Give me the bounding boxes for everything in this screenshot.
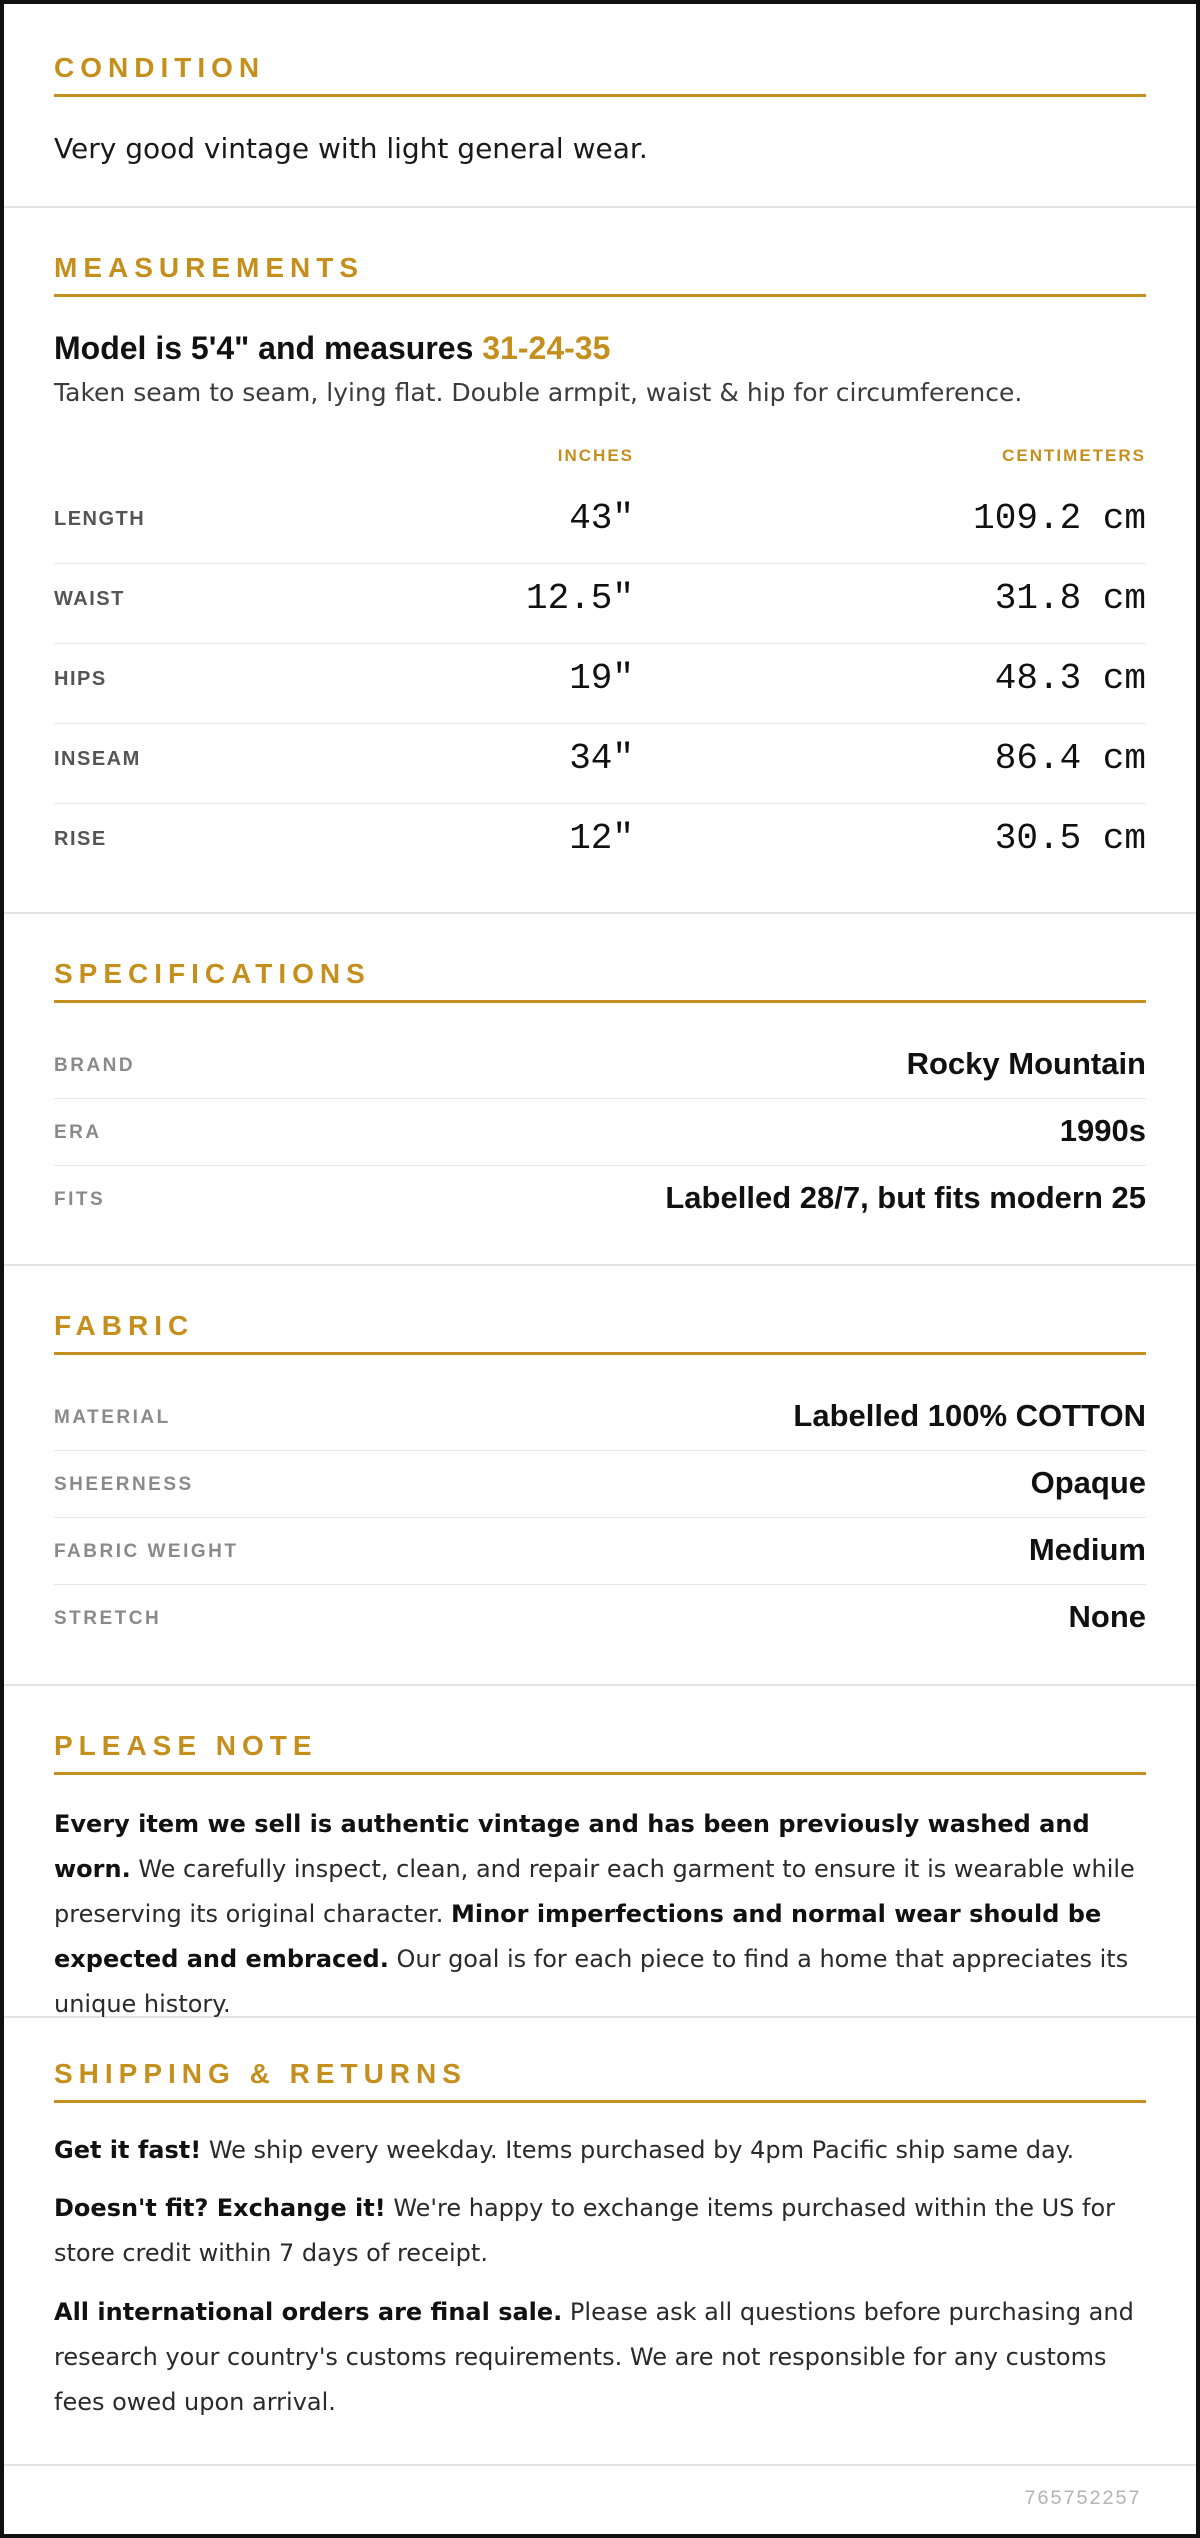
condition-heading: CONDITION xyxy=(54,52,1146,97)
please-note-section xyxy=(4,1686,1196,2018)
specifications-heading: SPECIFICATIONS xyxy=(54,958,1146,1003)
spec-label: BRAND xyxy=(54,1055,136,1076)
fabric-label: MATERIAL xyxy=(54,1407,171,1428)
shipping-section xyxy=(4,2018,1196,2466)
shipping-paragraph-international xyxy=(54,2290,1146,2425)
measurement-inches: 43" xyxy=(569,498,634,539)
fabric-value: Opaque xyxy=(1030,1465,1146,1500)
fabric-row-sheerness xyxy=(54,1451,1146,1518)
shipping-bold-international: All international orders are final sale. xyxy=(54,2298,563,2326)
measurements-section xyxy=(4,208,1196,914)
measurement-label: INSEAM xyxy=(54,748,141,770)
model-info-prefix: Model is 5'4" and measures xyxy=(54,330,483,366)
fabric-row-material xyxy=(54,1384,1146,1451)
fabric-label: STRETCH xyxy=(54,1608,162,1629)
measurement-centimeters: 30.5 cm xyxy=(994,818,1146,859)
fabric-heading: FABRIC xyxy=(54,1310,1146,1355)
shipping-bold-exchange: Doesn't fit? Exchange it! xyxy=(54,2194,386,2222)
fabric-value: None xyxy=(1068,1599,1146,1634)
measurement-inches: 19" xyxy=(569,658,634,699)
condition-text: Very good vintage with light general wear. xyxy=(54,132,648,165)
fabric-section xyxy=(4,1266,1196,1686)
note-bold-imperfections: Minor imperfections and normal wear should be expected and embraced. xyxy=(54,1900,1102,1973)
shipping-bold-fast: Get it fast! xyxy=(54,2136,202,2164)
condition-section xyxy=(4,4,1196,208)
model-info xyxy=(54,330,610,367)
column-header-inches: INCHES xyxy=(557,446,634,465)
measurement-label: HIPS xyxy=(54,668,107,690)
measurement-inches: 12" xyxy=(569,818,634,859)
measurement-row xyxy=(54,484,1146,564)
note-text-goal: Our goal is for each piece to find a home that appreciates its unique history. xyxy=(54,1945,1129,2018)
spec-value: 1990s xyxy=(1059,1113,1146,1148)
column-header-centimeters: CENTIMETERS xyxy=(1002,446,1146,465)
measurement-centimeters: 48.3 cm xyxy=(994,658,1146,699)
measurement-label: WAIST xyxy=(54,588,125,610)
measurement-row xyxy=(54,724,1146,804)
measurement-centimeters: 109.2 cm xyxy=(973,498,1146,539)
fabric-value: Medium xyxy=(1028,1532,1146,1567)
spec-label: ERA xyxy=(54,1122,102,1143)
spec-row-era xyxy=(54,1099,1146,1166)
measurement-centimeters: 31.8 cm xyxy=(994,578,1146,619)
shipping-text-international: Please ask all questions before purchasing and research your country's customs requirements. We are not responsible for any customs fees owed upon arrival. xyxy=(54,2298,1134,2416)
shipping-heading: SHIPPING & RETURNS xyxy=(54,2058,1146,2103)
note-bold-authentic: Every item we sell is authentic vintage and has been previously washed and worn. xyxy=(54,1810,1090,1883)
measurements-heading: MEASUREMENTS xyxy=(54,252,1146,297)
shipping-paragraph-exchange xyxy=(54,2186,1146,2276)
measurement-inches: 34" xyxy=(569,738,634,779)
measurement-row xyxy=(54,564,1146,644)
please-note-text xyxy=(54,1802,1146,2027)
shipping-paragraph-fast xyxy=(54,2128,1146,2173)
measurement-row xyxy=(54,804,1146,884)
spec-row-brand xyxy=(54,1032,1146,1099)
spec-label: FITS xyxy=(54,1189,106,1210)
measurement-label: RISE xyxy=(54,828,107,850)
fabric-label: SHEERNESS xyxy=(54,1474,194,1495)
specifications-section xyxy=(4,914,1196,1266)
sku-number: 765752257 xyxy=(1023,2488,1141,2511)
model-measures: 31-24-35 xyxy=(482,330,611,366)
shipping-text-fast: We ship every weekday. Items purchased by 4pm Pacific ship same day. xyxy=(201,2136,1075,2164)
fabric-row-stretch xyxy=(54,1585,1146,1652)
fabric-row-weight xyxy=(54,1518,1146,1585)
fabric-label: FABRIC WEIGHT xyxy=(54,1541,239,1562)
please-note-heading: PLEASE NOTE xyxy=(54,1730,1146,1775)
measurement-centimeters: 86.4 cm xyxy=(994,738,1146,779)
note-text-inspect: We carefully inspect, clean, and repair each garment to ensure it is wearable while preserving its original character. xyxy=(54,1855,1135,1928)
spec-row-fits xyxy=(54,1166,1146,1233)
measurement-label: LENGTH xyxy=(54,508,146,530)
measurement-row xyxy=(54,644,1146,724)
measurement-note: Taken seam to seam, lying flat. Double armpit, waist & hip for circumference. xyxy=(54,378,1023,407)
spec-value: Rocky Mountain xyxy=(906,1046,1146,1081)
shipping-text-exchange: We're happy to exchange items purchased within the US for store credit within 7 days of receipt. xyxy=(54,2194,1116,2267)
measurement-inches: 12.5" xyxy=(525,578,634,619)
fabric-value: Labelled 100% COTTON xyxy=(793,1398,1146,1433)
spec-value: Labelled 28/7, but fits modern 25 xyxy=(665,1180,1146,1215)
